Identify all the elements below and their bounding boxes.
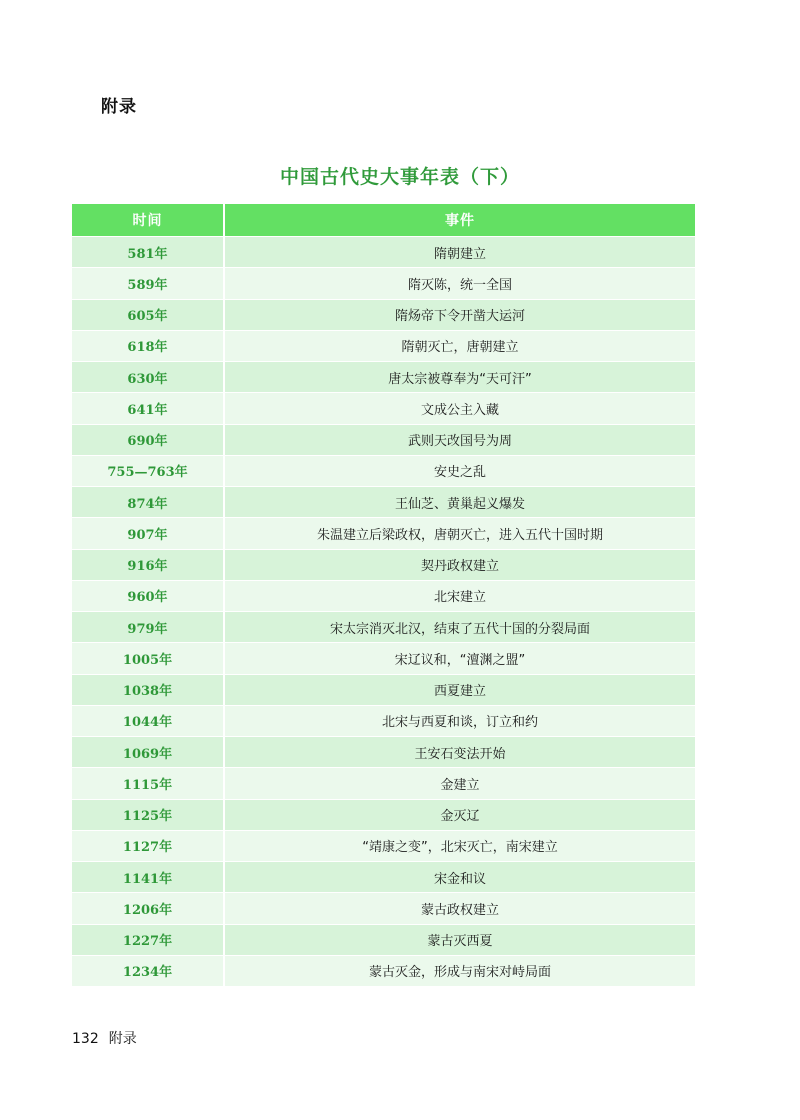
row-time: 979年 — [72, 612, 224, 643]
row-event: 北宋与西夏和谈，订立和约 — [224, 705, 695, 736]
page-footer — [72, 1028, 137, 1048]
table-row — [72, 237, 695, 268]
row-event: 宋辽议和，“澶渊之盟” — [224, 643, 695, 674]
row-event: 契丹政权建立 — [224, 549, 695, 580]
row-time: 1125年 — [72, 799, 224, 830]
table-row — [72, 424, 695, 455]
table-row — [72, 518, 695, 549]
row-event: 王安石变法开始 — [224, 737, 695, 768]
row-time: 755—763年 — [72, 455, 224, 486]
table-row — [72, 737, 695, 768]
row-event: 蒙古灭金，形成与南宋对峙局面 — [224, 955, 695, 986]
row-event: 王仙芝、黄巢起义爆发 — [224, 487, 695, 518]
table-title: 中国古代史大事年表（下） — [279, 166, 520, 188]
row-event: 隋炀帝下令开凿大运河 — [224, 299, 695, 330]
row-time: 690年 — [72, 424, 224, 455]
table-row — [72, 643, 695, 674]
table-row — [72, 330, 695, 361]
row-event: 武则天改国号为周 — [224, 424, 695, 455]
row-event: 隋灭陈，统一全国 — [224, 268, 695, 299]
header-event: 事件 — [224, 204, 695, 237]
table-row — [72, 549, 695, 580]
row-time: 1038年 — [72, 674, 224, 705]
row-time: 907年 — [72, 518, 224, 549]
row-time: 1234年 — [72, 955, 224, 986]
row-event: 金灭辽 — [224, 799, 695, 830]
table-row — [72, 393, 695, 424]
row-time: 1127年 — [72, 830, 224, 861]
row-time: 1115年 — [72, 768, 224, 799]
table-row — [72, 705, 695, 736]
table-header-row — [72, 204, 695, 237]
row-event: 蒙古政权建立 — [224, 893, 695, 924]
row-event: 西夏建立 — [224, 674, 695, 705]
row-event: 金建立 — [224, 768, 695, 799]
row-time: 605年 — [72, 299, 224, 330]
table-body — [72, 237, 695, 987]
row-event: 隋朝灭亡，唐朝建立 — [224, 330, 695, 361]
table-row — [72, 612, 695, 643]
row-time: 641年 — [72, 393, 224, 424]
table-row — [72, 674, 695, 705]
row-event: “靖康之变”，北宋灭亡，南宋建立 — [224, 830, 695, 861]
table-row — [72, 799, 695, 830]
row-time: 960年 — [72, 580, 224, 611]
table-row — [72, 268, 695, 299]
row-event: 文成公主入藏 — [224, 393, 695, 424]
table-row — [72, 580, 695, 611]
section-label: 附录 — [101, 97, 137, 117]
row-time: 581年 — [72, 237, 224, 268]
table-row — [72, 955, 695, 986]
events-table — [72, 204, 695, 986]
row-time: 618年 — [72, 330, 224, 361]
row-event: 蒙古灭西夏 — [224, 924, 695, 955]
row-time: 916年 — [72, 549, 224, 580]
row-time: 630年 — [72, 362, 224, 393]
footer-label: 附录 — [108, 1031, 137, 1047]
table-row — [72, 768, 695, 799]
row-time: 1227年 — [72, 924, 224, 955]
row-time: 589年 — [72, 268, 224, 299]
row-time: 1044年 — [72, 705, 224, 736]
table-row — [72, 830, 695, 861]
table-row — [72, 362, 695, 393]
row-time: 1069年 — [72, 737, 224, 768]
table-row — [72, 893, 695, 924]
row-time: 1005年 — [72, 643, 224, 674]
row-event: 安史之乱 — [224, 455, 695, 486]
row-event: 唐太宗被尊奉为“天可汗” — [224, 362, 695, 393]
page-number: 132 — [72, 1031, 99, 1047]
table-row — [72, 487, 695, 518]
row-event: 宋金和议 — [224, 862, 695, 893]
row-event: 北宋建立 — [224, 580, 695, 611]
table-row — [72, 455, 695, 486]
header-time: 时间 — [72, 204, 224, 237]
row-event: 宋太宗消灭北汉，结束了五代十国的分裂局面 — [224, 612, 695, 643]
row-time: 1141年 — [72, 862, 224, 893]
table-row — [72, 862, 695, 893]
table-row — [72, 299, 695, 330]
row-event: 隋朝建立 — [224, 237, 695, 268]
row-time: 1206年 — [72, 893, 224, 924]
table-row — [72, 924, 695, 955]
row-event: 朱温建立后梁政权，唐朝灭亡，进入五代十国时期 — [224, 518, 695, 549]
row-time: 874年 — [72, 487, 224, 518]
